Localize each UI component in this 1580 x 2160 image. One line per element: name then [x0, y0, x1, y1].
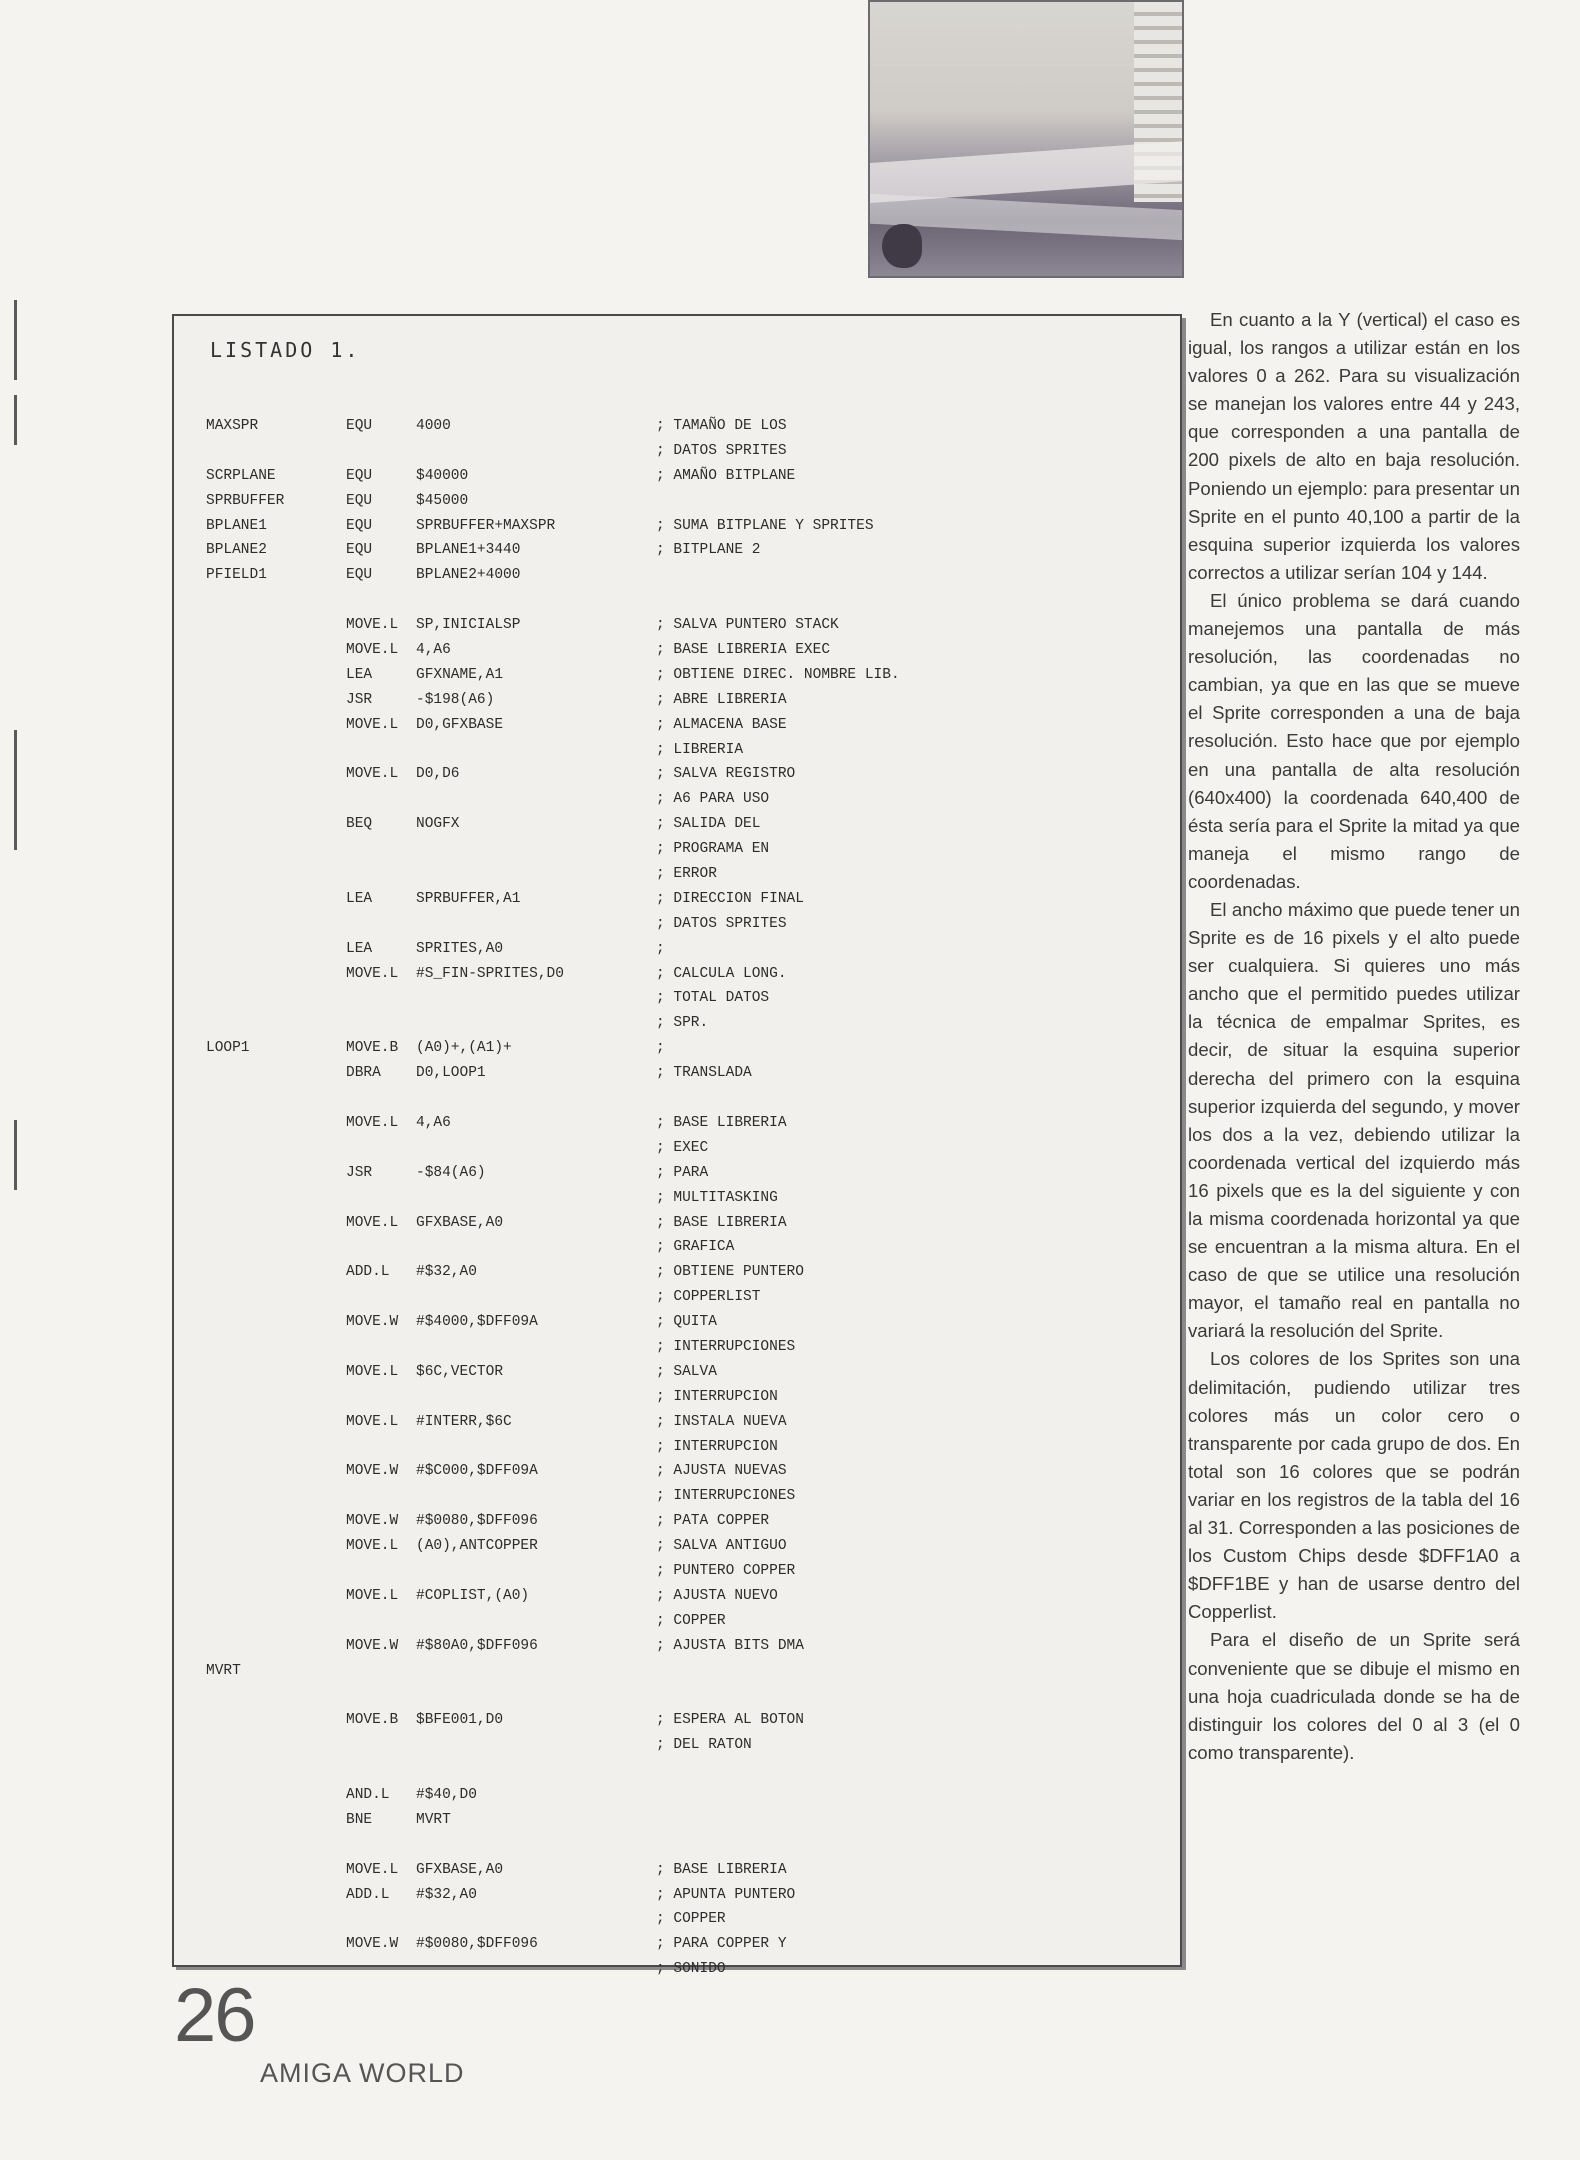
code-opcode: BEQ	[346, 816, 373, 833]
page-number: 26	[174, 1973, 255, 2058]
code-operand: #$C000,$DFF09A	[416, 1463, 538, 1480]
code-line	[206, 1932, 1166, 1957]
code-opcode: MOVE.W	[346, 1936, 399, 1953]
code-label: SPRBUFFER	[206, 492, 285, 509]
code-comment: ;	[656, 940, 665, 957]
code-comment: ; PUNTERO COPPER	[656, 1562, 796, 1579]
code-operand: $6C,VECTOR	[416, 1363, 504, 1380]
code-operand: $40000	[416, 467, 469, 484]
code-operand: #$80A0,$DFF096	[416, 1637, 538, 1654]
article-paragraph: El único problema se dará cuando manejemos una pantalla de más resolución, las coordenadas no cambian, ya que en las que se mueve el Sprite corresponden a una de baja resolución. Esto hace que por ejemplo en una pantalla de alta resolución (640x400) la coordenada 640,400 de ésta sería para el Sprite la mitad ya que maneja el mismo rango de coordenadas.	[1188, 589, 1520, 892]
article-paragraph: Los colores de los Sprites son una delimitación, pudiendo utilizar tres colores más un color cero o transparente por cada grupo de dos. En total son 16 colores que se podrán variar en los registros de la tabla del 16 al 31. Corresponden a las posiciones de los Custom Chips desde $DFF1A0 a $DFF1BE y han de usarse dentro del Copperlist.	[1188, 1348, 1520, 1623]
code-line	[206, 1534, 1166, 1559]
code-line	[206, 1833, 1166, 1858]
code-line	[206, 986, 1166, 1011]
code-comment: ; AJUSTA NUEVO	[656, 1587, 778, 1604]
code-line	[206, 1360, 1166, 1385]
code-opcode: MOVE.W	[346, 1314, 399, 1331]
code-label: BPLANE2	[206, 542, 267, 559]
code-opcode: JSR	[346, 1164, 373, 1181]
code-opcode: MOVE.L	[346, 617, 399, 634]
code-opcode: EQU	[346, 467, 373, 484]
code-comment: ; CALCULA LONG.	[656, 965, 787, 982]
code-operand: GFXBASE,A0	[416, 1214, 504, 1231]
code-line	[206, 1385, 1166, 1410]
code-operand: D0,GFXBASE	[416, 716, 504, 733]
code-operand: #INTERR,$6C	[416, 1413, 512, 1430]
code-opcode: MOVE.L	[346, 1861, 399, 1878]
code-operand: #$32,A0	[416, 1264, 477, 1281]
code-operand: SPRBUFFER+MAXSPR	[416, 517, 556, 534]
code-comment: ; INSTALA NUEVA	[656, 1413, 787, 1430]
code-operand: #S_FIN-SPRITES,D0	[416, 965, 564, 982]
code-line	[206, 489, 1166, 514]
listing-title: LISTADO 1.	[210, 338, 361, 362]
code-line	[206, 1011, 1166, 1036]
code-line	[206, 812, 1166, 837]
code-comment: ; MULTITASKING	[656, 1189, 778, 1206]
code-line	[206, 713, 1166, 738]
code-comment: ; ESPERA AL BOTON	[656, 1712, 804, 1729]
code-operand: #$0080,$DFF096	[416, 1513, 538, 1530]
code-opcode: ADD.L	[346, 1886, 390, 1903]
code-comment: ; SUMA BITPLANE Y SPRITES	[656, 517, 874, 534]
code-operand: SPRBUFFER,A1	[416, 890, 521, 907]
code-line	[206, 1310, 1166, 1335]
code-line	[206, 962, 1166, 987]
code-line	[206, 1435, 1166, 1460]
code-operand: -$84(A6)	[416, 1164, 486, 1181]
code-operand: MVRT	[416, 1811, 451, 1828]
code-comment: ; SALVA ANTIGUO	[656, 1538, 787, 1555]
code-comment: ; BASE LIBRERIA	[656, 1214, 787, 1231]
code-opcode: ADD.L	[346, 1264, 390, 1281]
code-comment: ; SALVA REGISTRO	[656, 766, 796, 783]
code-line	[206, 1111, 1166, 1136]
code-comment: ; LIBRERIA	[656, 741, 744, 758]
code-comment: ; TRANSLADA	[656, 1065, 752, 1082]
code-line	[206, 1783, 1166, 1808]
code-opcode: EQU	[346, 517, 373, 534]
code-listing	[206, 414, 1166, 1982]
code-comment: ; PROGRAMA EN	[656, 841, 770, 858]
article-paragraph: En cuanto a la Y (vertical) el caso es igual, los rangos a utilizar están en los valores 0 a 262. Para su visualización se manejan los valores entre 44 y 243, que corresponden a una pantalla de 200 pixels de alto en baja resolución. Poniendo un ejemplo: para presentar un Sprite en el punto 40,100 a partir de la esquina superior izquierda los valores correctos a utilizar serían 104 y 144.	[1188, 309, 1520, 583]
code-line	[206, 1584, 1166, 1609]
code-line	[206, 1659, 1166, 1684]
code-comment: ; COPPER	[656, 1612, 726, 1629]
code-line	[206, 1086, 1166, 1111]
code-line	[206, 514, 1166, 539]
code-comment: ; ERROR	[656, 866, 717, 883]
code-line	[206, 1957, 1166, 1982]
code-line	[206, 738, 1166, 763]
code-line	[206, 1609, 1166, 1634]
code-line	[206, 613, 1166, 638]
code-line	[206, 887, 1166, 912]
code-opcode: MOVE.W	[346, 1513, 399, 1530]
code-comment: ; TOTAL DATOS	[656, 990, 770, 1007]
code-opcode: EQU	[346, 492, 373, 509]
code-operand: #$40,D0	[416, 1786, 477, 1803]
code-operand: (A0)+,(A1)+	[416, 1040, 512, 1057]
code-line	[206, 1285, 1166, 1310]
code-comment: ; BASE LIBRERIA	[656, 1114, 787, 1131]
code-opcode: EQU	[346, 567, 373, 584]
code-line	[206, 1061, 1166, 1086]
code-label: SCRPLANE	[206, 467, 276, 484]
code-operand: $45000	[416, 492, 469, 509]
code-opcode: MOVE.L	[346, 1538, 399, 1555]
code-comment: ; OBTIENE PUNTERO	[656, 1264, 804, 1281]
code-comment: ; APUNTA PUNTERO	[656, 1886, 796, 1903]
code-opcode: DBRA	[346, 1065, 381, 1082]
code-comment: ; QUITA	[656, 1314, 717, 1331]
code-opcode: MOVE.L	[346, 1363, 399, 1380]
code-label: PFIELD1	[206, 567, 267, 584]
code-line	[206, 1335, 1166, 1360]
illustration-photo	[868, 0, 1184, 278]
code-line	[206, 1758, 1166, 1783]
code-line	[206, 1484, 1166, 1509]
code-opcode: EQU	[346, 418, 373, 434]
code-comment: ; DATOS SPRITES	[656, 915, 787, 932]
code-operand: 4,A6	[416, 642, 451, 659]
code-line	[206, 1808, 1166, 1833]
code-label: MVRT	[206, 1662, 241, 1679]
code-operand: D0,LOOP1	[416, 1065, 486, 1082]
code-line	[206, 464, 1166, 489]
code-comment: ; COPPERLIST	[656, 1289, 761, 1306]
code-comment: ; PATA COPPER	[656, 1513, 770, 1530]
code-line	[206, 688, 1166, 713]
code-line	[206, 1509, 1166, 1534]
code-opcode: EQU	[346, 542, 373, 559]
code-opcode: LEA	[346, 890, 373, 907]
margin-mark	[14, 1120, 17, 1190]
code-line	[206, 1410, 1166, 1435]
code-comment: ; SALIDA DEL	[656, 816, 761, 833]
code-comment: ; COPPER	[656, 1911, 726, 1928]
code-comment: ; INTERRUPCIONES	[656, 1488, 796, 1505]
magazine-name: AMIGA WORLD	[260, 2058, 465, 2088]
code-line	[206, 762, 1166, 787]
code-comment: ; INTERRUPCION	[656, 1388, 778, 1405]
code-opcode: MOVE.W	[346, 1463, 399, 1480]
code-operand: -$198(A6)	[416, 691, 495, 708]
code-opcode: MOVE.L	[346, 766, 399, 783]
code-line	[206, 1211, 1166, 1236]
code-opcode: MOVE.B	[346, 1712, 399, 1729]
code-label: LOOP1	[206, 1040, 250, 1057]
margin-mark	[14, 395, 17, 445]
code-listing-box	[172, 314, 1182, 1978]
code-comment: ; GRAFICA	[656, 1239, 735, 1256]
code-comment: ; SONIDO	[656, 1961, 726, 1978]
code-opcode: MOVE.L	[346, 642, 399, 659]
code-operand: #$0080,$DFF096	[416, 1936, 538, 1953]
code-opcode: MOVE.B	[346, 1040, 399, 1057]
code-comment: ; AJUSTA BITS DMA	[656, 1637, 804, 1654]
code-line	[206, 787, 1166, 812]
code-operand: SP,INICIALSP	[416, 617, 521, 634]
code-line	[206, 1186, 1166, 1211]
code-operand: BPLANE2+4000	[416, 567, 521, 584]
photo-object	[882, 224, 922, 268]
code-line	[206, 1634, 1166, 1659]
code-opcode: LEA	[346, 666, 373, 683]
code-line	[206, 1559, 1166, 1584]
code-line	[206, 862, 1166, 887]
code-operand: NOGFX	[416, 816, 460, 833]
code-comment: ; EXEC	[656, 1139, 709, 1156]
code-opcode: MOVE.L	[346, 1413, 399, 1430]
code-operand: 4000	[416, 418, 451, 434]
code-line	[206, 1161, 1166, 1186]
code-comment: ; PARA	[656, 1164, 709, 1181]
listing-shadow	[1182, 318, 1186, 1970]
code-line	[206, 1708, 1166, 1733]
code-operand: D0,D6	[416, 766, 460, 783]
code-operand: 4,A6	[416, 1114, 451, 1131]
code-line	[206, 538, 1166, 563]
code-label: MAXSPR	[206, 418, 259, 434]
code-comment: ; TAMAÑO DE LOS	[656, 418, 787, 434]
code-label: BPLANE1	[206, 517, 267, 534]
code-operand: BPLANE1+3440	[416, 542, 521, 559]
code-line	[206, 1683, 1166, 1708]
margin-mark	[14, 300, 17, 380]
code-line	[206, 638, 1166, 663]
code-operand: SPRITES,A0	[416, 940, 504, 957]
code-line	[206, 1733, 1166, 1758]
code-comment: ;	[656, 1040, 665, 1057]
code-operand: #COPLIST,(A0)	[416, 1587, 530, 1604]
code-comment: ; ABRE LIBRERIA	[656, 691, 787, 708]
code-comment: ; OBTIENE DIREC. NOMBRE LIB.	[656, 666, 900, 683]
code-opcode: MOVE.L	[346, 1114, 399, 1131]
code-line	[206, 1883, 1166, 1908]
code-line	[206, 563, 1166, 588]
article-column	[1188, 306, 1520, 1767]
code-comment: ; INTERRUPCIONES	[656, 1338, 796, 1355]
code-comment: ; ALMACENA BASE	[656, 716, 787, 733]
code-opcode: MOVE.W	[346, 1637, 399, 1654]
code-line	[206, 1907, 1166, 1932]
code-opcode: MOVE.L	[346, 1214, 399, 1231]
code-comment: ; BITPLANE 2	[656, 542, 761, 559]
code-operand: GFXNAME,A1	[416, 666, 504, 683]
code-operand: #$32,A0	[416, 1886, 477, 1903]
code-line	[206, 1858, 1166, 1883]
code-comment: ; DEL RATON	[656, 1737, 752, 1754]
code-line	[206, 1136, 1166, 1161]
code-line	[206, 837, 1166, 862]
code-comment: ; PARA COPPER Y	[656, 1936, 787, 1953]
code-comment: ; INTERRUPCION	[656, 1438, 778, 1455]
code-comment: ; SPR.	[656, 1015, 709, 1032]
code-opcode: LEA	[346, 940, 373, 957]
code-comment: ; DATOS SPRITES	[656, 442, 787, 459]
code-line	[206, 912, 1166, 937]
article-paragraph: El ancho máximo que puede tener un Sprite es de 16 pixels y el alto puede ser cualquiera. Si quieres uno más ancho que el permitido puedes utilizar la técnica de empalmar Sprites, es decir, de situar la esquina superior derecha del primero con la esquina superior izquierda del segundo, y mover los dos a la vez, debiendo utilizar la coordenada vertical del izquierdo más 16 pixels que es la del siguiente y con la misma coordenada horizontal ya que se encuentran a la misma altura. En el caso de que se utilice una resolución mayor, el tamaño real en pantalla no variará la resolución del Sprite.	[1188, 898, 1520, 1342]
code-line	[206, 414, 1166, 439]
margin-mark	[14, 730, 17, 850]
code-opcode: JSR	[346, 691, 373, 708]
code-comment: ; AJUSTA NUEVAS	[656, 1463, 787, 1480]
code-operand: $BFE001,D0	[416, 1712, 504, 1729]
code-opcode: BNE	[346, 1811, 373, 1828]
code-opcode: AND.L	[346, 1786, 390, 1803]
code-comment: ; AMAÑO BITPLANE	[656, 467, 796, 484]
code-comment: ; SALVA PUNTERO STACK	[656, 617, 839, 634]
code-line	[206, 1235, 1166, 1260]
code-opcode: MOVE.L	[346, 1587, 399, 1604]
code-comment: ; BASE LIBRERIA EXEC	[656, 642, 831, 659]
code-operand: (A0),ANTCOPPER	[416, 1538, 538, 1555]
code-line	[206, 1260, 1166, 1285]
code-line	[206, 663, 1166, 688]
code-comment: ; BASE LIBRERIA	[656, 1861, 787, 1878]
code-operand: #$4000,$DFF09A	[416, 1314, 538, 1331]
code-opcode: MOVE.L	[346, 965, 399, 982]
code-line	[206, 588, 1166, 613]
code-comment: ; A6 PARA USO	[656, 791, 770, 808]
code-line	[206, 439, 1166, 464]
code-comment: ; DIRECCION FINAL	[656, 890, 804, 907]
code-operand: GFXBASE,A0	[416, 1861, 504, 1878]
code-line	[206, 937, 1166, 962]
code-comment: ; SALVA	[656, 1363, 717, 1380]
code-line	[206, 1459, 1166, 1484]
article-paragraph: Para el diseño de un Sprite será conveniente que se dibuje el mismo en una hoja cuadriculada donde se ha de distinguir los colores del 0 al 3 (el 0 como transparente).	[1188, 1629, 1520, 1763]
code-line	[206, 1036, 1166, 1061]
code-opcode: MOVE.L	[346, 716, 399, 733]
